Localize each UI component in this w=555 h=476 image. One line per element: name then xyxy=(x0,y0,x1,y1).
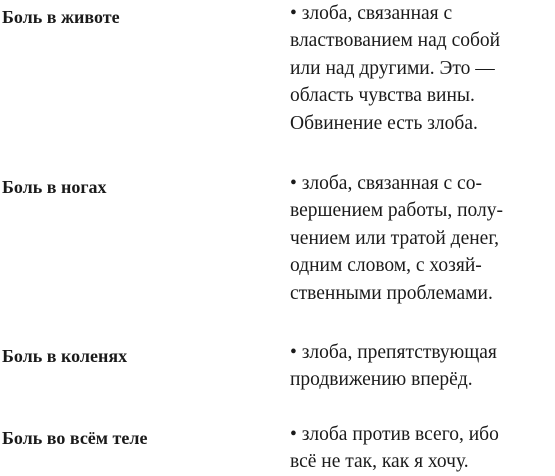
definition-line: • злоба, препятствующая xyxy=(290,342,497,363)
definition-line: область чувства вины. xyxy=(290,85,475,107)
definition-line: всё не так, как я хочу. xyxy=(290,451,469,473)
entry-definition xyxy=(290,339,553,394)
definition-line: • злоба, связанная с со- xyxy=(290,173,482,194)
entry-definition xyxy=(290,421,553,476)
definition-line: ственными проблемами. xyxy=(290,282,493,304)
definition-line: или над другими. Это — xyxy=(290,57,495,79)
entry-term: Боль в ногах xyxy=(2,177,107,197)
definition-line: властвованием над собой xyxy=(290,30,501,52)
definition-line: • злоба против всего, ибо xyxy=(290,424,499,445)
definition-line: одним словом, с хозяй- xyxy=(290,255,482,277)
definition-line: вершением работы, полу- xyxy=(290,200,504,222)
entry-term: Боль во всём теле xyxy=(2,428,148,448)
entry-definition xyxy=(290,170,553,307)
definition-line: Обвинение есть злоба. xyxy=(290,112,478,134)
entry-definition xyxy=(290,0,553,137)
definition-line: продвижению вперёд. xyxy=(290,369,473,391)
entry-term: Боль в коленях xyxy=(2,346,128,366)
entry-term: Боль в животе xyxy=(2,7,120,27)
definition-line: • злоба, связанная с xyxy=(290,3,453,24)
definition-line: чением или тратой денег, xyxy=(290,227,500,249)
